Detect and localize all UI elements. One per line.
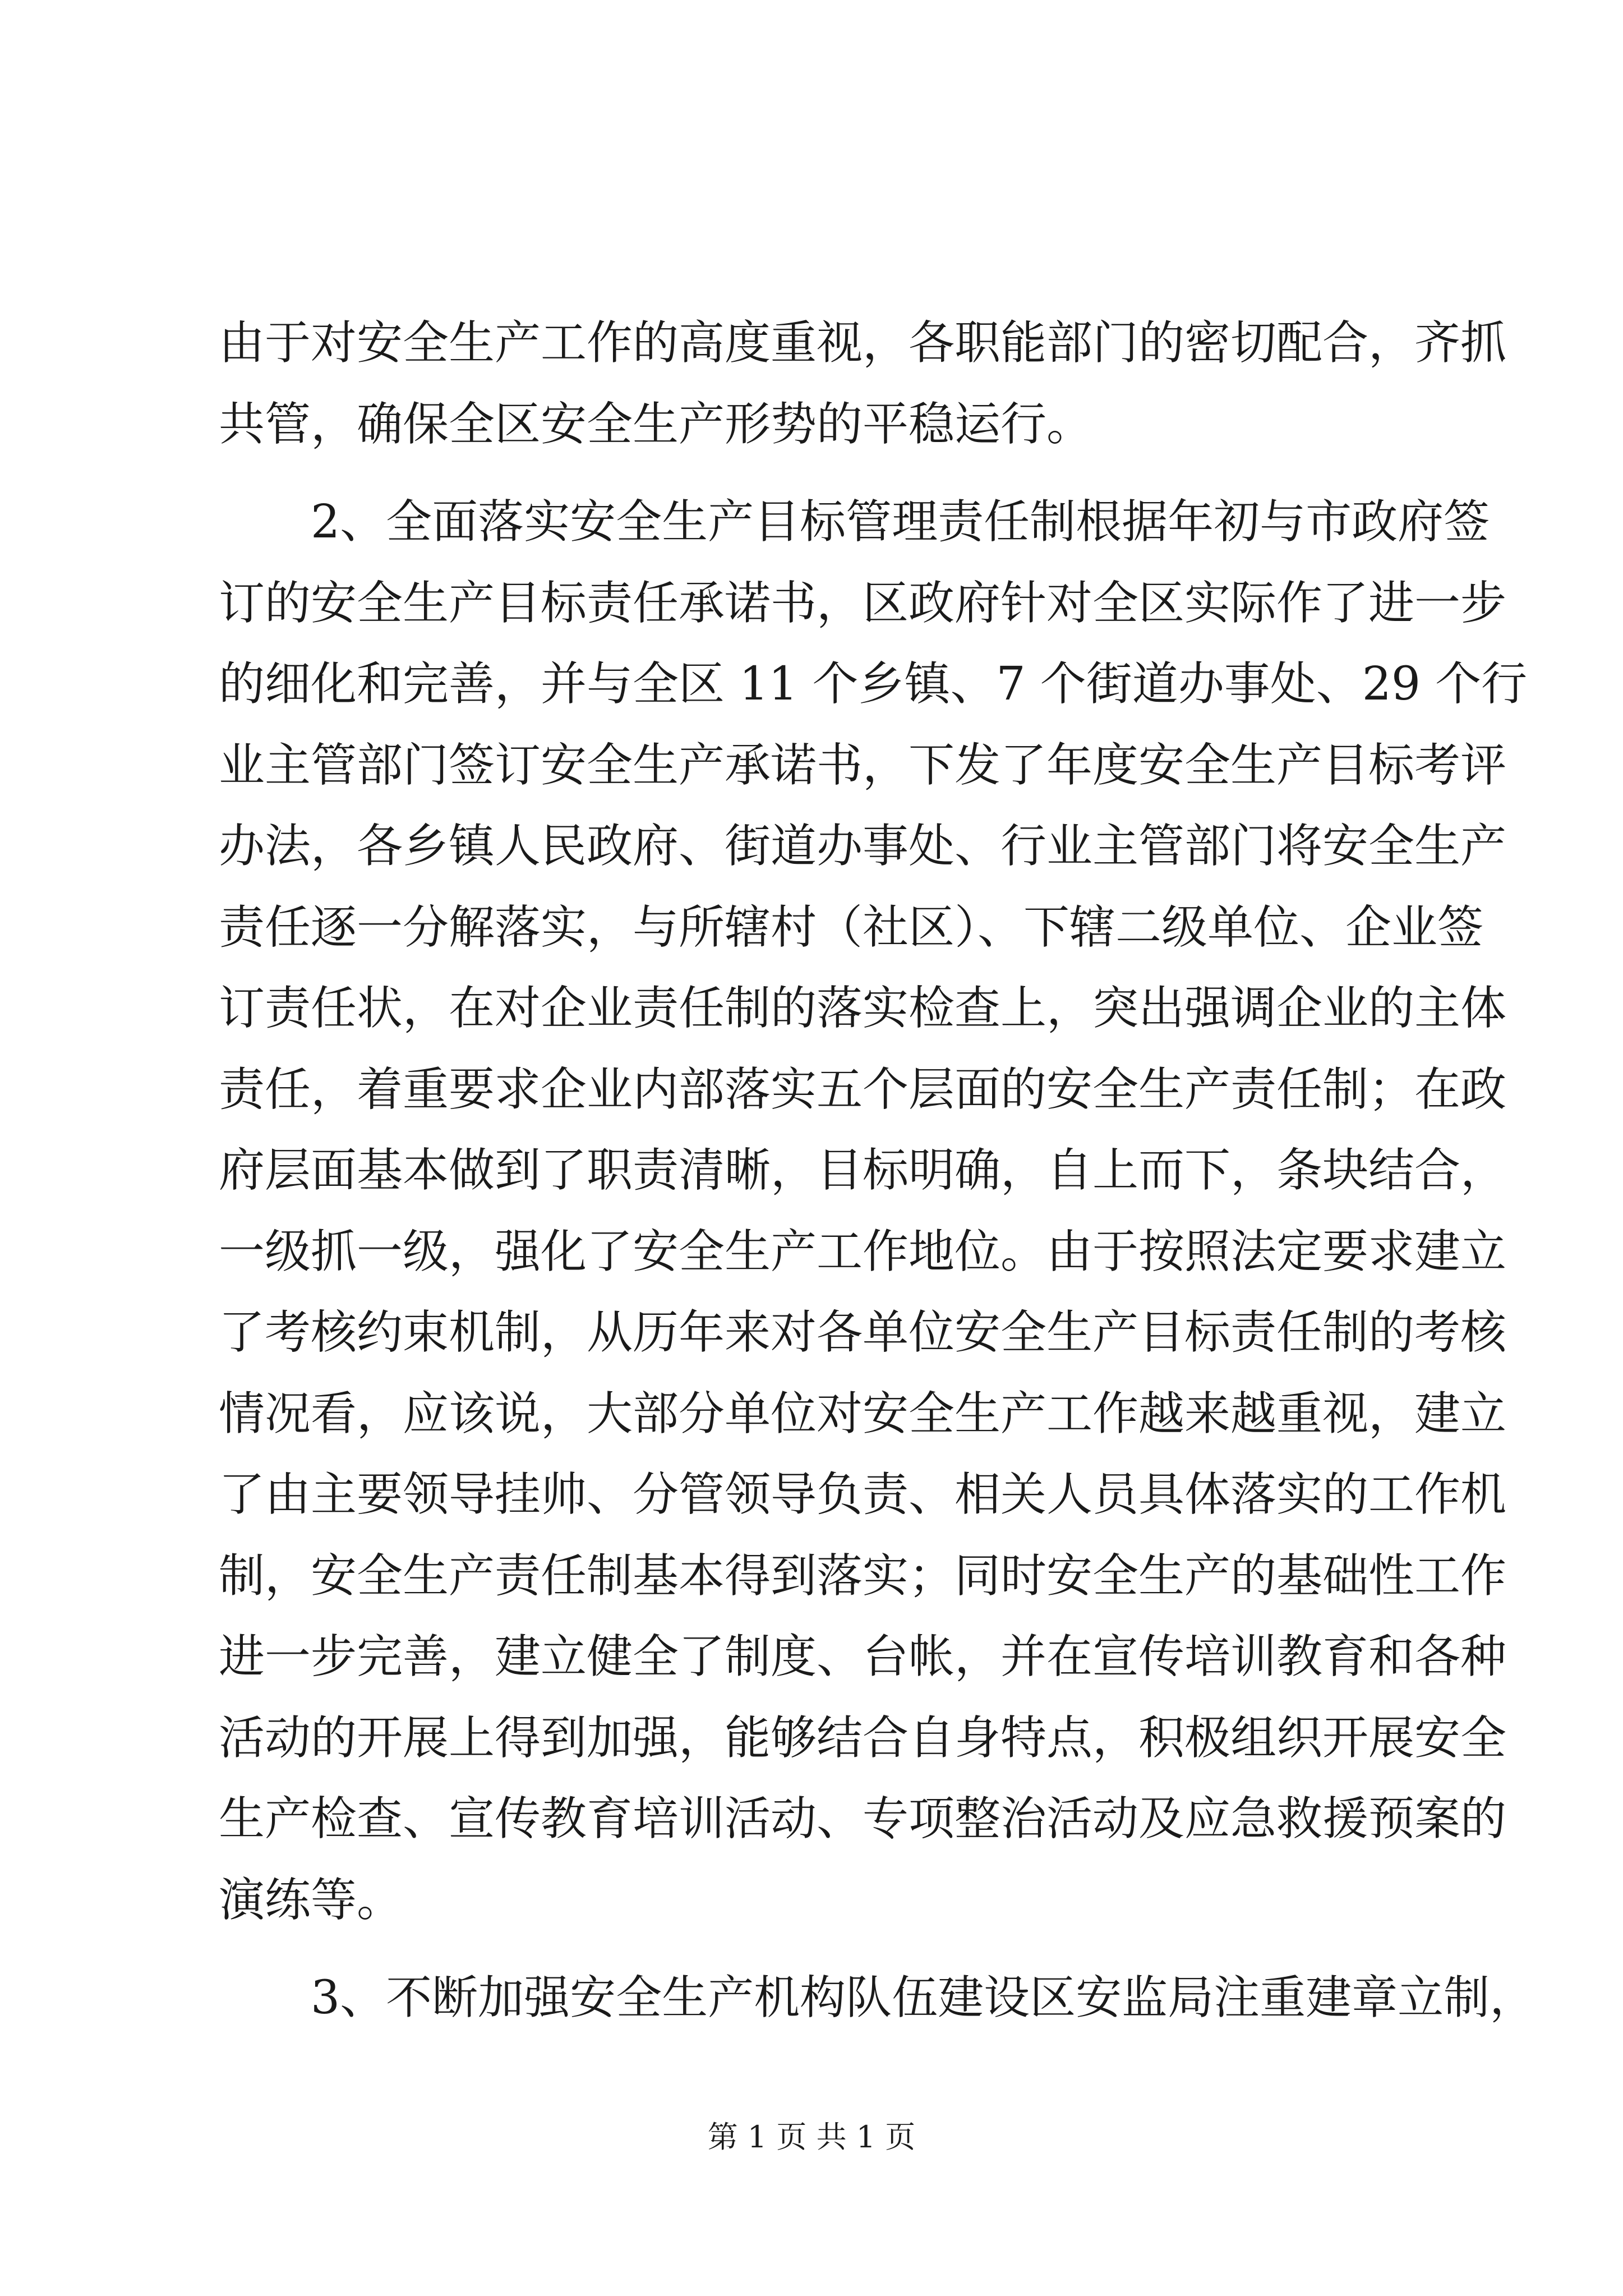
text-line: 3、不断加强安全生产机构队伍建设区安监局注重建章立制， bbox=[311, 1971, 1536, 2024]
text-line: 2、全面落实安全生产目标管理责任制根据年初与市政府签 bbox=[311, 495, 1490, 549]
text-line: 演练等。 bbox=[219, 1873, 403, 1927]
text-line: 活动的开展上得到加强，能够结合自身特点，积极组织开展安全 bbox=[219, 1711, 1507, 1765]
text-line: 订的安全生产目标责任承诺书，区政府针对全区实际作了进一步 bbox=[219, 576, 1507, 630]
text-line: 制，安全生产责任制基本得到落实；同时安全生产的基础性工作 bbox=[219, 1549, 1507, 1603]
document-body bbox=[219, 303, 1536, 2039]
paragraph-gap bbox=[219, 1941, 1413, 1958]
text-line: 情况看，应该说，大部分单位对安全生产工作越来越重视，建立 bbox=[219, 1387, 1507, 1441]
text-line: 进一步完善，建立健全了制度、台帐，并在宣传培训教育和各种 bbox=[219, 1630, 1507, 1683]
text-line: 共管，确保全区安全生产形势的平稳运行。 bbox=[219, 397, 1093, 451]
text-line: 府层面基本做到了职责清晰，目标明确，自上而下，条块结合， bbox=[219, 1144, 1507, 1197]
text-line: 责任，着重要求企业内部落实五个层面的安全生产责任制；在政 bbox=[219, 1062, 1507, 1116]
page-footer: 第 1 页 共 1 页 bbox=[707, 2119, 916, 2155]
text-line: 订责任状，在对企业责任制的落实检查上，突出强调企业的主体 bbox=[219, 982, 1507, 1035]
text-line: 一级抓一级，强化了安全生产工作地位。由于按照法定要求建立 bbox=[219, 1225, 1507, 1278]
paragraph-gap bbox=[219, 465, 1413, 482]
text-line: 责任逐一分解落实，与所辖村（社区）、下辖二级单位、企业签 bbox=[219, 900, 1484, 954]
paragraph-3 bbox=[219, 1958, 1536, 2039]
text-line: 了由主要领导挂帅、分管领导负责、相关人员具体落实的工作机 bbox=[219, 1468, 1507, 1521]
text-line: 办法，各乡镇人民政府、街道办事处、行业主管部门将安全生产 bbox=[219, 820, 1507, 873]
paragraph-1 bbox=[219, 303, 1507, 465]
text-line: 业主管部门签订安全生产承诺书，下发了年度安全生产目标考评 bbox=[219, 738, 1507, 792]
text-line: 的细化和完善，并与全区 11 个乡镇、7 个街道办事处、29 个行 bbox=[219, 657, 1528, 711]
text-line: 了考核约束机制，从历年来对各单位安全生产目标责任制的考核 bbox=[219, 1306, 1507, 1359]
text-line: 生产检查、宣传教育培训活动、专项整治活动及应急救援预案的 bbox=[219, 1792, 1507, 1846]
text-line: 由于对安全生产工作的高度重视，各职能部门的密切配合，齐抓 bbox=[219, 316, 1507, 370]
paragraph-2 bbox=[219, 482, 1528, 1941]
